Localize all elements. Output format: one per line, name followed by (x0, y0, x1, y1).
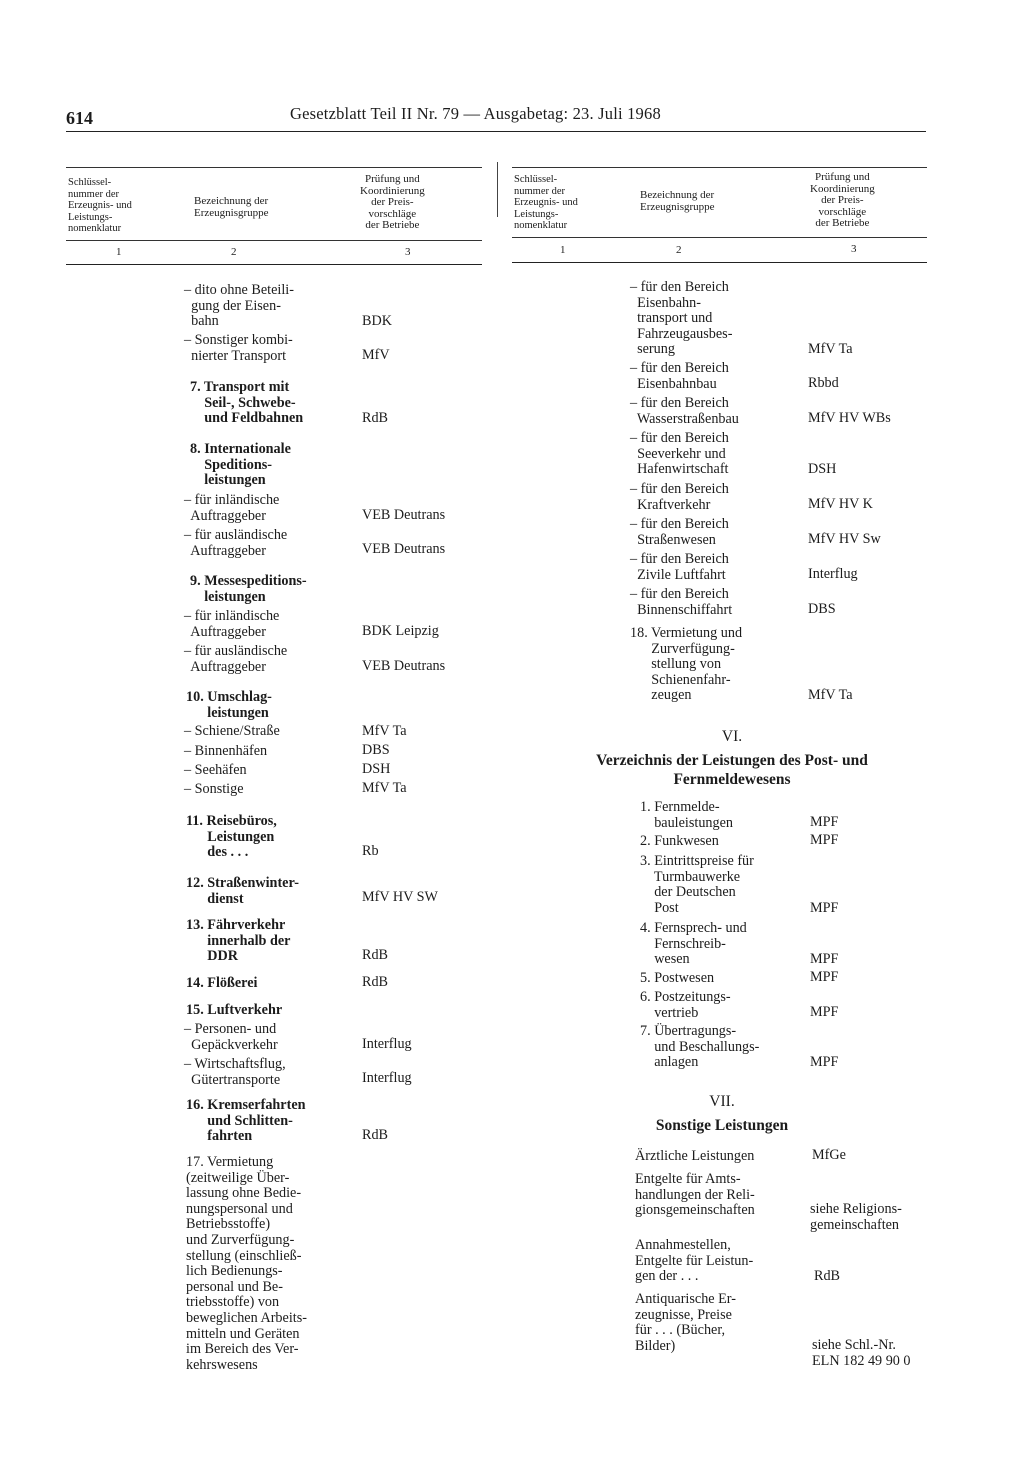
list-item: 11. Reisebüros, Leistungen des . . . (186, 813, 277, 861)
table-bottom-rule-left (66, 264, 482, 265)
header-rule (66, 131, 926, 132)
col-head-key-number-right: Schlüssel- nummer der Erzeugnis- und Leistungs- nomenklatur (514, 174, 578, 231)
responsible-body: VEB Deutrans (362, 658, 446, 674)
table-mid-rule-right (512, 237, 927, 238)
responsible-body: BDK Leipzig (362, 623, 439, 639)
responsible-body: VEB Deutrans (362, 507, 446, 523)
responsible-body: Interflug (362, 1036, 412, 1052)
responsible-body: RdB (362, 1127, 389, 1143)
responsible-body: MPF (810, 1054, 839, 1070)
responsible-body: MfV (362, 347, 390, 363)
list-item: 15. Luftverkehr (186, 1002, 283, 1018)
table-bottom-rule-right (512, 262, 927, 263)
gazette-title: Gesetzblatt Teil II Nr. 79 — Ausgabetag: 23. Juli 1968 (290, 104, 661, 123)
list-item: 7. Übertragungs- und Beschallungs- anlagen (640, 1023, 760, 1071)
responsible-body: MfV HV Sw (808, 531, 881, 547)
list-item: Antiquarische Er- zeugnisse, Preise für . . . (Bücher, Bilder) (635, 1291, 736, 1354)
col-head-group-left: Bezeichnung der Erzeugnisgruppe (194, 195, 269, 219)
responsible-body: siehe Schl.-Nr. ELN 182 49 90 0 (812, 1337, 911, 1369)
section-title-7: Sonstige Leistungen (655, 1117, 789, 1134)
table-mid-rule-left (66, 240, 482, 241)
responsible-body: MPF (810, 832, 839, 848)
list-item: 17. Vermietung (zeitweilige Über- lassung ohne Bedie- nungspersonal und Betriebsstoffe) und Zurverfügung- stellung (einschließ- lich Bedienungs- personal und Be- triebsstoffe) von beweglichen Arbeits- mitteln und Geräten im Bereich des Ver- kehrswesens (186, 1154, 307, 1373)
table-top-rule-left (66, 167, 482, 168)
list-item: 4. Fernsprech- und Fernschreib- wesen (640, 920, 747, 968)
list-item: – für ausländische Auftraggeber (184, 527, 288, 559)
list-item: 8. Internationale Speditions- leistungen (190, 441, 291, 489)
list-item: 13. Fährverkehr innerhalb der DDR (186, 917, 291, 965)
section-numeral-7: VII. (709, 1093, 735, 1110)
responsible-body: Interflug (808, 566, 858, 582)
responsible-body: VEB Deutrans (362, 541, 446, 557)
list-item: 3. Eintrittspreise für Turmbauwerke der Deutschen Post (640, 853, 754, 916)
col-number-1-right: 1 (560, 244, 566, 256)
list-item: Entgelte für Amts- handlungen der Reli- gionsgemeinschaften (635, 1171, 755, 1219)
list-item: – für den Bereich Kraftverkehr (630, 481, 729, 513)
section-title-6-line1: Verzeichnis der Leistungen des Post- und (596, 752, 868, 769)
col-number-2-right: 2 (676, 244, 682, 256)
list-item: – Sonstige (184, 781, 244, 797)
responsible-body: Rbbd (808, 375, 839, 391)
responsible-body: MPF (810, 900, 839, 916)
responsible-body: MfV HV SW (362, 889, 438, 905)
col-head-key-number-left: Schlüssel- nummer der Erzeugnis- und Leistungs- nomenklatur (68, 177, 132, 234)
responsible-body: BDK (362, 313, 392, 329)
responsible-body: MfV Ta (362, 723, 407, 739)
responsible-body: MPF (810, 969, 839, 985)
list-item: 9. Messespeditions- leistungen (190, 573, 307, 605)
col-number-3-right: 3 (851, 243, 857, 255)
list-item: 2. Funkwesen (640, 833, 719, 849)
responsible-body: DSH (808, 461, 837, 477)
col-number-1-left: 1 (116, 246, 122, 258)
list-item: – für den Bereich Wasserstraßenbau (630, 395, 739, 427)
responsible-body: MPF (810, 814, 839, 830)
list-item: – für den Bereich Eisenbahnbau (630, 360, 729, 392)
list-item: Annahmestellen, Entgelte für Leistun- gen der . . . (635, 1237, 754, 1285)
responsible-body: MfV HV WBs (808, 410, 891, 426)
list-item: – für ausländische Auftraggeber (184, 643, 288, 675)
col-head-check-left: Prüfung und Koordinierung der Preis- vorschläge der Betriebe (360, 173, 425, 231)
responsible-body: DBS (808, 601, 836, 617)
responsible-body: RdB (362, 974, 389, 990)
list-item: – für den Bereich Binnenschiffahrt (630, 586, 733, 618)
list-item: – für den Bereich Seeverkehr und Hafenwirtschaft (630, 430, 729, 478)
responsible-body: DSH (362, 761, 391, 777)
list-item: – für den Bereich Straßenwesen (630, 516, 729, 548)
responsible-body: RdB (362, 410, 389, 426)
list-item: 18. Vermietung und Zurverfügung- stellung von Schienenfahr- zeugen (630, 625, 743, 704)
list-item: 5. Postwesen (640, 970, 715, 986)
col-head-check-right: Prüfung und Koordinierung der Preis- vorschläge der Betriebe (810, 171, 875, 229)
responsible-body: MPF (810, 1004, 839, 1020)
table-top-rule-right (512, 167, 927, 168)
list-item: – Wirtschaftsflug, Gütertransporte (184, 1056, 286, 1088)
list-item: 7. Transport mit Seil-, Schwebe- und Feldbahnen (190, 379, 304, 427)
list-item: 1. Fernmelde- bauleistungen (640, 799, 733, 831)
list-item: – Binnenhäfen (184, 743, 268, 759)
list-item: – Personen- und Gepäckverkehr (184, 1021, 278, 1053)
responsible-body: MPF (810, 951, 839, 967)
responsible-body: siehe Religions- gemeinschaften (810, 1201, 902, 1233)
responsible-body: RdB (814, 1268, 841, 1284)
list-item: – Sonstiger kombi- nierter Transport (184, 332, 293, 364)
col-number-3-left: 3 (405, 246, 411, 258)
list-item: 6. Postzeitungs- vertrieb (640, 989, 731, 1021)
list-item: – für inländische Auftraggeber (184, 492, 280, 524)
responsible-body: MfV Ta (808, 341, 853, 357)
list-item: 16. Kremserfahrten und Schlitten- fahrten (186, 1097, 306, 1145)
list-item: – für inländische Auftraggeber (184, 608, 280, 640)
list-item: – dito ohne Beteili- gung der Eisen- bahn (184, 282, 294, 330)
section-numeral-6: VI. (721, 728, 743, 745)
responsible-body: Interflug (362, 1070, 412, 1086)
list-item: – Schiene/Straße (184, 723, 280, 739)
list-item: Ärztliche Leistungen (635, 1148, 755, 1164)
list-item: 10. Umschlag- leistungen (186, 689, 272, 721)
responsible-body: DBS (362, 742, 390, 758)
list-item: – für den Bereich Zivile Luftfahrt (630, 551, 729, 583)
responsible-body: Rb (362, 843, 379, 859)
col-head-group-right: Bezeichnung der Erzeugnisgruppe (640, 189, 715, 213)
responsible-body: MfV Ta (362, 780, 407, 796)
col-number-2-left: 2 (231, 246, 237, 258)
responsible-body: MfV HV K (808, 496, 873, 512)
column-divider (497, 162, 498, 217)
responsible-body: MfV Ta (808, 687, 853, 703)
page-number: 614 (66, 108, 93, 128)
list-item: – für den Bereich Eisenbahn- transport und Fahrzeugausbes- serung (630, 279, 733, 358)
list-item: 14. Flößerei (186, 975, 258, 991)
responsible-body: MfGe (812, 1147, 846, 1163)
list-item: – Seehäfen (184, 762, 247, 778)
section-title-6-line2: Fernmeldewesens (673, 771, 791, 788)
responsible-body: RdB (362, 947, 389, 963)
list-item: 12. Straßenwinter- dienst (186, 875, 299, 907)
